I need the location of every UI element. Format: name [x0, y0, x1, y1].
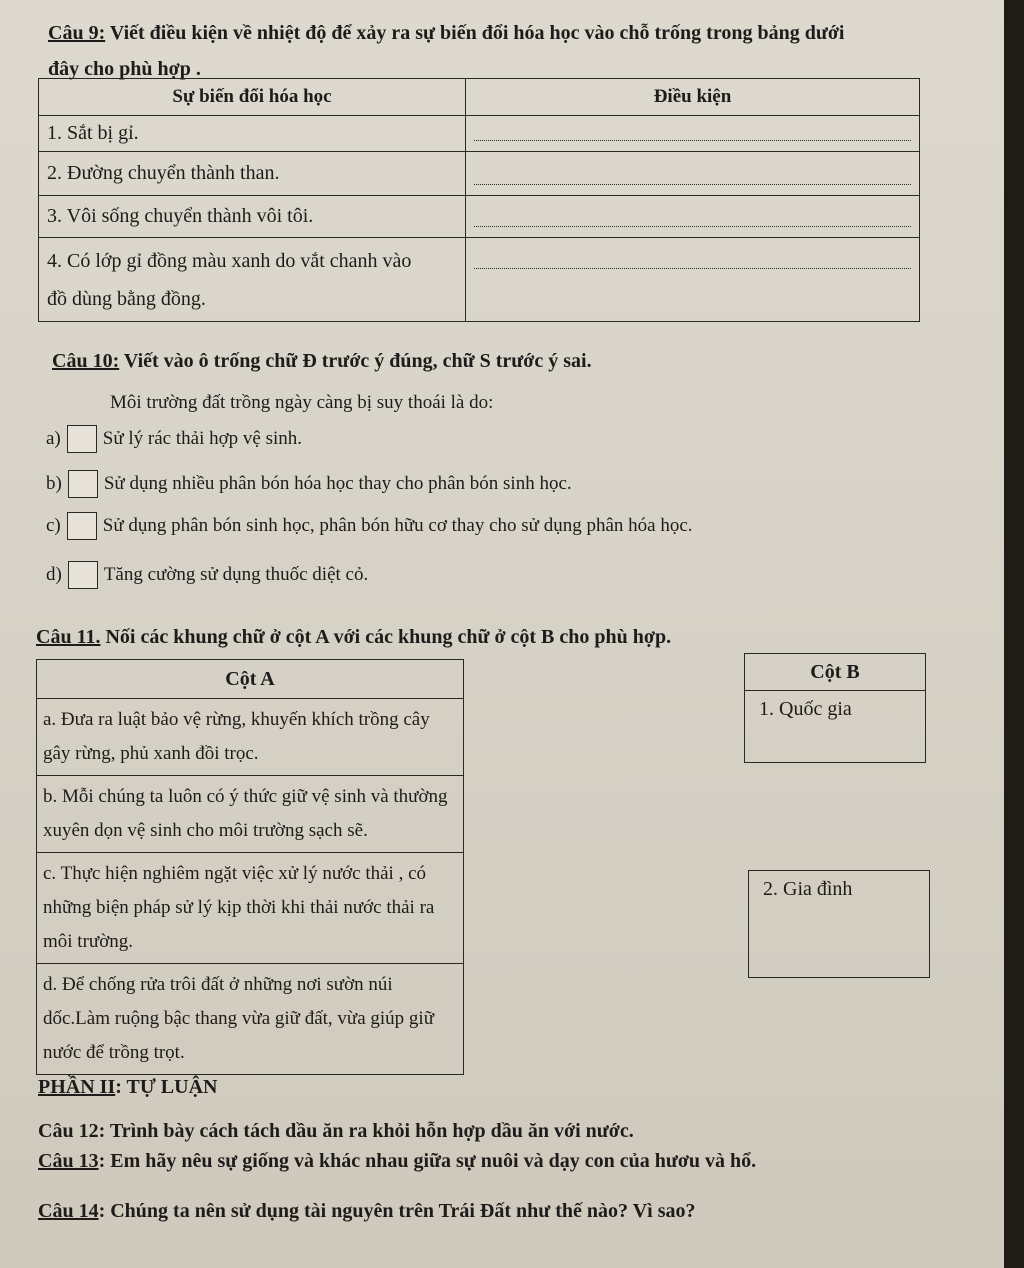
q13-text: : Em hãy nêu sự giống và khác nhau giữa sự nuôi và dạy con của hươu và hổ. [98, 1150, 757, 1172]
q9-row-3: 3. Vôi sống chuyển thành vôi tôi. [39, 196, 466, 238]
q12-label: Câu 12: [38, 1120, 106, 1142]
q10-option-a-key: a) [46, 428, 61, 449]
q9-col-header-change: Sự biến đổi hóa học [39, 79, 466, 116]
q14-label: Câu 14 [38, 1200, 99, 1222]
part2-heading [38, 1076, 217, 1099]
q11-col-a-header: Cột A [37, 660, 464, 699]
q9-row-4 [39, 238, 466, 322]
q10-option-a [46, 425, 302, 453]
q9-row-1: 1. Sắt bị gỉ. [39, 116, 466, 152]
q11-col-a-item-a[interactable]: a. Đưa ra luật bảo vệ rừng, khuyến khích trồng cây gây rừng, phủ xanh đồi trọc. [37, 699, 464, 776]
q10-option-c [46, 512, 693, 540]
q11-column-a-table [36, 659, 464, 1075]
q10-intro: Môi trường đất trồng ngày càng bị suy thoái là do: [110, 392, 494, 413]
q12 [38, 1120, 634, 1143]
q9-text: Viết điều kiện về nhiệt độ để xảy ra sự biến đổi hóa học vào chỗ trống trong bảng dưới [105, 22, 845, 44]
q9-col-header-condition: Điều kiện [466, 79, 920, 116]
q10-checkbox-a[interactable] [67, 425, 97, 453]
q10-heading [52, 350, 592, 373]
q10-option-d [46, 561, 368, 589]
q11-column-b-box-2[interactable] [748, 870, 930, 978]
q9-answer-2[interactable] [466, 152, 920, 196]
q10-option-c-text: Sử dụng phân bón sinh học, phân bón hữu cơ thay cho sử dụng phân hóa học. [102, 515, 693, 536]
q9-row-2: 2. Đường chuyển thành than. [39, 152, 466, 196]
q11-label: Câu 11. [36, 626, 101, 648]
q10-option-c-key: c) [46, 515, 61, 536]
q9-answer-3[interactable] [466, 196, 920, 238]
q10-option-b-text: Sử dụng nhiều phân bón hóa học thay cho phân bón sinh học. [103, 473, 572, 494]
q13-label: Câu 13 [38, 1150, 99, 1172]
q10-text: Viết vào ô trống chữ Đ trước ý đúng, chữ S trước ý sai. [119, 350, 592, 372]
q10-option-d-key: d) [46, 564, 62, 585]
q11-col-b-header: Cột B [745, 654, 925, 691]
q14 [38, 1200, 695, 1223]
q9-label: Câu 9: [48, 22, 106, 44]
q9-text-line2: đây cho phù hợp . [48, 58, 201, 80]
q9-table [38, 78, 920, 322]
q11-text: Nối các khung chữ ở cột A với các khung chữ ở cột B cho phù hợp. [100, 626, 672, 648]
q12-text: Trình bày cách tách dầu ăn ra khỏi hỗn hợp dầu ăn với nước. [105, 1120, 634, 1142]
q9-row-4-line1: 4. Có lớp gỉ đồng màu xanh do vắt chanh vào [47, 249, 412, 272]
q9-answer-4[interactable] [466, 238, 920, 322]
q11-column-b-box-1[interactable] [744, 653, 926, 763]
q10-checkbox-b[interactable] [68, 470, 98, 498]
q11-col-a-item-c[interactable]: c. Thực hiện nghiêm ngặt việc xử lý nước thải , có những biện pháp sử lý kịp thời khi thải nước thải ra môi trường. [37, 853, 464, 964]
q10-option-b [46, 470, 572, 498]
q11-col-a-item-d[interactable]: d. Để chống rửa trôi đất ở những nơi sườn núi dốc.Làm ruộng bậc thang vừa giữ đất, vừa giúp giữ nước để trồng trọt. [37, 964, 464, 1075]
q9-heading [48, 22, 844, 45]
q11-col-b-item-1: 1. Quốc gia [759, 698, 852, 720]
q10-label: Câu 10: [52, 350, 120, 372]
q10-option-b-key: b) [46, 473, 62, 494]
q10-checkbox-c[interactable] [67, 512, 97, 540]
q10-checkbox-d[interactable] [68, 561, 98, 589]
q14-text: : Chúng ta nên sử dụng tài nguyên trên Trái Đất như thế nào? Vì sao? [98, 1200, 696, 1222]
q11-col-b-item-2: 2. Gia đình [763, 878, 853, 900]
q9-answer-1[interactable] [466, 116, 920, 152]
part2-heading-label: PHẦN II [38, 1076, 116, 1098]
q13 [38, 1150, 756, 1173]
q11-col-a-item-b[interactable]: b. Mỗi chúng ta luôn có ý thức giữ vệ sinh và thường xuyên dọn vệ sinh cho môi trường sạch sẽ. [37, 776, 464, 853]
q11-heading [36, 626, 671, 649]
q9-row-4-line2: đồ dùng bằng đồng. [47, 287, 206, 310]
q10-option-a-text: Sử lý rác thải hợp vệ sinh. [102, 428, 302, 449]
part2-heading-rest: : TỰ LUẬN [115, 1076, 218, 1098]
q10-option-d-text: Tăng cường sử dụng thuốc diệt cỏ. [103, 564, 369, 585]
